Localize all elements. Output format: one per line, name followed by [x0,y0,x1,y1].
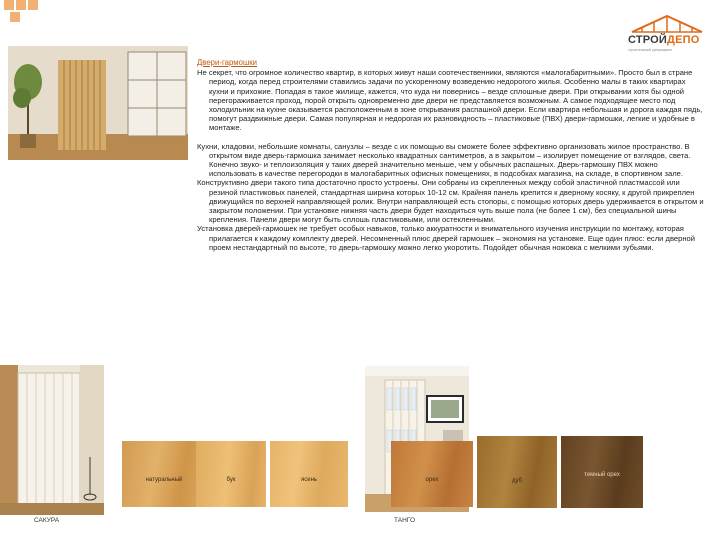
wood-swatch-walnut [391,441,473,507]
wood-swatch-dark-walnut [561,436,643,508]
swatch-label: дуб [511,478,522,484]
article-heading: Двери-гармошки [197,58,258,67]
brand-logo [628,14,708,54]
logo-wordmark [628,34,699,46]
caption-left: САКУРА [34,517,60,524]
article-paragraph: Не секрет, что огромное количество квартир, в которых живут наши соотечественники, являются «малогабаритными». Просто был в стране период, когда перед строителями ставились задачи по ускоренному возведению недорогого жилья. Особенно малы в таких квартирах кухни и прихожие. Попадая в такое жилище, кажется, что куда ни повернись – везде сплошные двери. При открывании хотя бы одной перегораживается проход, порой открыть одновременно две двери не представляется возможным. А самое подходящее место под холодильник на кухне оказывается расположенным в зоне открывания распашной двери. Если квартира небольшая и дорога каждая пядь, помогут раздвижные двери. Самая популярная и недорогая их разновидность – пластиковые (ПВХ) двери-гармошки, легкие и удобные в монтаже. [197,68,703,133]
swatch-label: ясень [300,477,318,483]
swatch-label: темный орех [584,472,620,478]
article-paragraph: Кухни, кладовки, небольшие комнаты, санузлы – везде с их помощью вы сможете более эффективно организовать жилое пространство. В открытом виде дверь-гармошка занимает несколько квадратных сантиметров, а в закрытом – изолирует помещение от взглядов, света. Конечно звуко- и теплоизоляция у таких дверей значительно меньше, чем у обычных распашных. Дверь-гармошку ПВХ можно использовать в качестве перегородки в малогабаритных офисных помещениях, в подсобках магазина, на складе, в спортивном зале. [197,141,691,179]
roof-truss-icon [630,14,704,34]
corner-decoration [0,0,48,24]
wood-swatch-ash [270,441,348,507]
swatch-label: натуральный [145,477,183,483]
swatch-label: орех [425,477,439,483]
wood-swatch-beech [196,441,266,507]
wood-swatch-oak [477,436,557,508]
caption-right: ТАНГО [394,517,415,524]
article-paragraph: Установка дверей-гармошек не требует особых навыков, только аккуратности и внимательного изучения инструкции по монтажу, которая прилагается к каждому комплекту дверей. Несомненный плюс дверей гармошек – экономия на установке. Еще один плюс: если дверной проем нестандартный по высоте, то дверь-гармошку можно легко укоротить. Подойдет обычная ножовка с мелкими зубьями. [197,224,695,252]
article-text [197,58,707,252]
logo-text-accent: ДЕПО [667,34,700,46]
swatch-label: бук [226,477,236,483]
interior-photo-top [8,46,188,160]
article-paragraph: Конструктивно двери такого типа достаточно просто устроены. Они собраны из скрепленных между собой эластичной пластмассой или резиной пластиковых панелей, стандартная ширина которых 10-12 см. Крайняя панель крепится к дверному косяку, к другой прикреплен движущийся по верхней направляющей ролик. Внутри направляющей есть стопоры, с помощью которых дверь удерживается в открытом и закрытом положении. При установке нижняя часть двери будет находиться чуть выше пола (не более 1 см), без специальной шины крепления. Панели двери могут быть сплошь пластиковыми, или остекленными. [197,178,704,225]
door-photo-left [0,365,104,515]
logo-subtitle: строительный супермаркет [628,48,673,52]
wood-swatch-natural [122,441,206,507]
logo-text-main: СТРОЙ [628,34,668,46]
